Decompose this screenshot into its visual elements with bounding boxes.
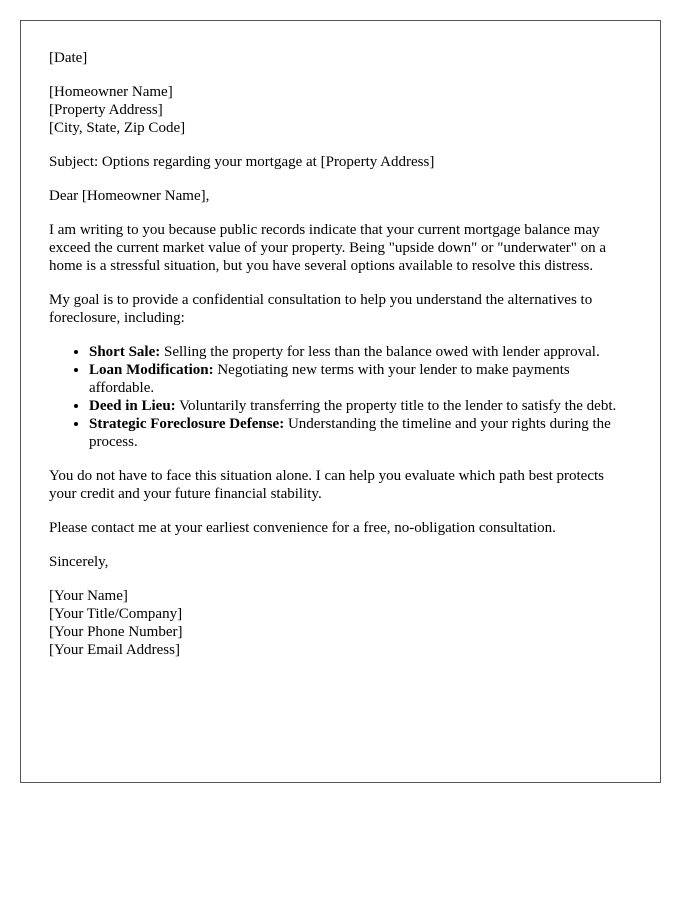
recipient-street: [Property Address]	[49, 102, 163, 118]
body-paragraph: My goal is to provide a confidential consultation to help you understand the alternatives to foreclosure, including:	[49, 292, 593, 326]
option-text: Voluntarily transferring the property title to the lender to satisfy the debt.	[175, 398, 617, 414]
sender-signature-block	[49, 587, 632, 659]
recipient-name: [Homeowner Name]	[49, 84, 173, 100]
list-item	[89, 343, 632, 361]
recipient-address	[49, 83, 632, 137]
subject-line: Subject: Options regarding your mortgage at [Property Address]	[49, 154, 435, 170]
option-term: Deed in Lieu:	[89, 398, 176, 414]
sender-phone: [Your Phone Number]	[49, 624, 183, 640]
recipient-city: [City, State, Zip Code]	[49, 120, 186, 136]
sender-title: [Your Title/Company]	[49, 606, 183, 622]
list-item	[89, 415, 632, 451]
option-text: Selling the property for less than the balance owed with lender approval.	[160, 344, 600, 360]
list-item	[89, 397, 632, 415]
option-text: Negotiating new terms with your lender to make payments affordable.	[89, 362, 570, 396]
body-paragraph: I am writing to you because public records indicate that your current mortgage balance may exceed the current market value of your property. Being "upside down" or "underwater" on a home is a stressful situation, but you have several options available to resolve this distress.	[49, 222, 607, 274]
option-term: Short Sale:	[89, 344, 161, 360]
options-list	[49, 343, 632, 451]
sender-name: [Your Name]	[49, 588, 128, 604]
closing: Sincerely,	[49, 554, 109, 570]
body-paragraph: You do not have to face this situation alone. I can help you evaluate which path best protects your credit and your future financial stability.	[49, 468, 604, 502]
sender-email: [Your Email Address]	[49, 642, 180, 658]
list-item	[89, 361, 632, 397]
option-term: Strategic Foreclosure Defense:	[89, 416, 285, 432]
body-paragraph: Please contact me at your earliest convenience for a free, no-obligation consultation.	[49, 520, 556, 536]
option-term: Loan Modification:	[89, 362, 214, 378]
letter-page	[20, 20, 661, 783]
option-text: Understanding the timeline and your rights during the process.	[89, 416, 611, 450]
date: [Date]	[49, 50, 88, 66]
salutation: Dear [Homeowner Name],	[49, 188, 210, 204]
